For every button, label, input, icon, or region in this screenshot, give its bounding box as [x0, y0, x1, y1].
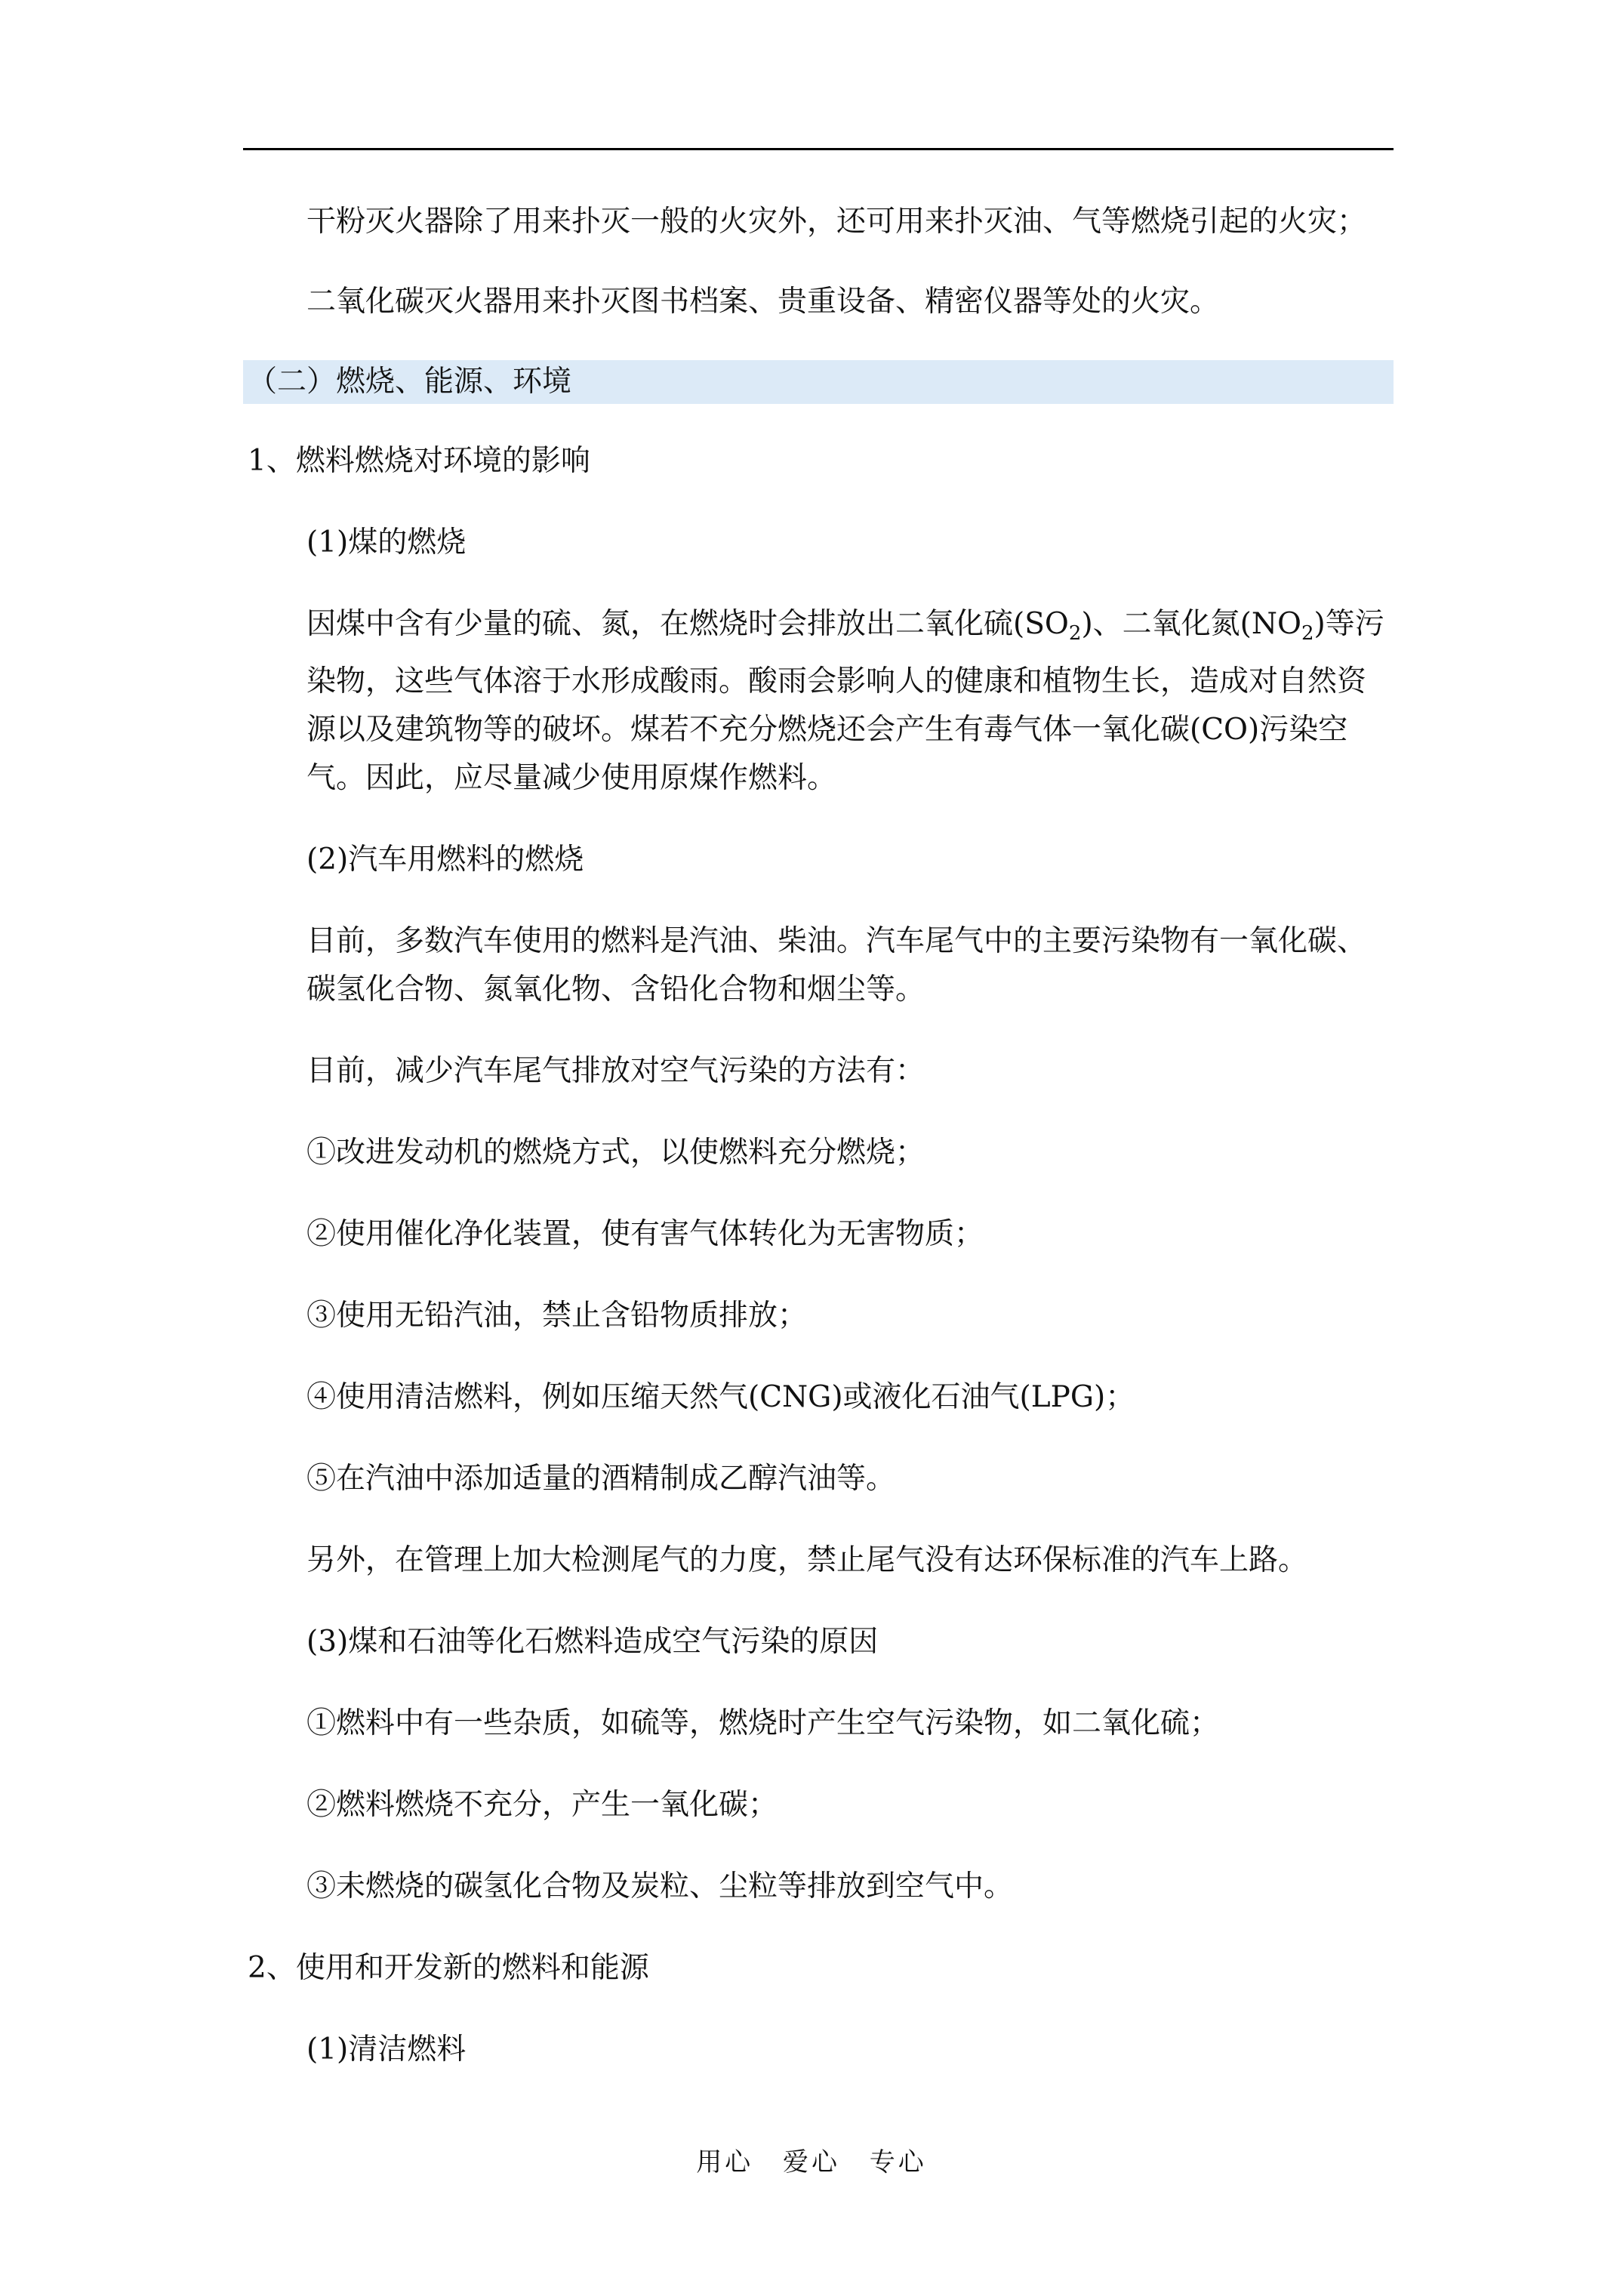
coal-text-a: 因煤中含有少量的硫、氮，在燃烧时会排放出二氧化硫(SO	[306, 607, 1069, 641]
heading-impact: 1、燃料燃烧对环境的影响	[248, 444, 590, 478]
heading-new-fuel: 2、使用和开发新的燃料和能源	[248, 1951, 649, 1985]
paragraph-co2: 二氧化碳灭火器用来扑灭图书档案、贵重设备、精密仪器等处的火灾。	[306, 285, 1220, 319]
paragraph-car-fuel: 目前，多数汽车使用的燃料是汽油、柴油。汽车尾气中的主要污染物有一氧化碳、碳氢化合物、氮氧化物、含铅化合物和烟尘等。	[306, 924, 1367, 1006]
paragraph-dry-powder: 干粉灭火器除了用来扑灭一般的火灾外，还可用来扑灭油、气等燃烧引起的火灾；	[306, 205, 1367, 239]
section-heading	[243, 360, 1394, 404]
header-rule	[243, 148, 1394, 150]
method-item: ④使用清洁燃料，例如压缩天然气(CNG)或液化石油气(LPG)；	[306, 1380, 1135, 1414]
method-item: ②使用催化净化装置，使有害气体转化为无害物质；	[306, 1217, 984, 1251]
page-content	[248, 172, 1394, 2074]
subheading-coal: (1)煤的燃烧	[306, 525, 467, 559]
subscript-so2: 2	[1068, 622, 1082, 645]
method-item: ③使用无铅汽油，禁止含铅物质排放；	[306, 1299, 808, 1333]
subheading-clean-fuel: (1)清洁燃料	[306, 2032, 467, 2066]
cause-item: ③未燃烧的碳氢化合物及炭粒、尘粒等排放到空气中。	[306, 1869, 1014, 1903]
subheading-car: (2)汽车用燃料的燃烧	[306, 843, 584, 877]
coal-text-b: )、二氧化氮(NO	[1081, 607, 1301, 641]
section-title: （二）燃烧、能源、环境	[248, 365, 572, 399]
coal-text-c: )等污染物，这些气体溶于水形成酸雨。酸雨会影响人的健康和植物生长，造成对自然资源以及建筑物等的破坏。煤若不充分燃烧还会产生有毒气体一氧化碳(CO)污染空气。因此，应尽量减少使用原煤作燃料。	[306, 607, 1384, 795]
paragraph-reduce-methods: 目前，减少汽车尾气排放对空气污染的方法有：	[306, 1054, 925, 1088]
method-item: ①改进发动机的燃烧方式，以使燃料充分燃烧；	[306, 1136, 925, 1170]
cause-item: ②燃料燃烧不充分，产生一氧化碳；	[306, 1788, 778, 1822]
cause-item: ①燃料中有一些杂质，如硫等，燃烧时产生空气污染物，如二氧化硫；	[306, 1706, 1220, 1740]
paragraph-management: 另外，在管理上加大检测尾气的力度，禁止尾气没有达环保标准的汽车上路。	[306, 1543, 1308, 1577]
subscript-no2: 2	[1301, 622, 1314, 645]
subheading-fossil: (3)煤和石油等化石燃料造成空气污染的原因	[306, 1625, 879, 1659]
paragraph-coal	[248, 600, 1394, 803]
page-footer: 用心 爱心 专心	[696, 2147, 927, 2177]
method-item: ⑤在汽油中添加适量的酒精制成乙醇汽油等。	[306, 1462, 896, 1496]
